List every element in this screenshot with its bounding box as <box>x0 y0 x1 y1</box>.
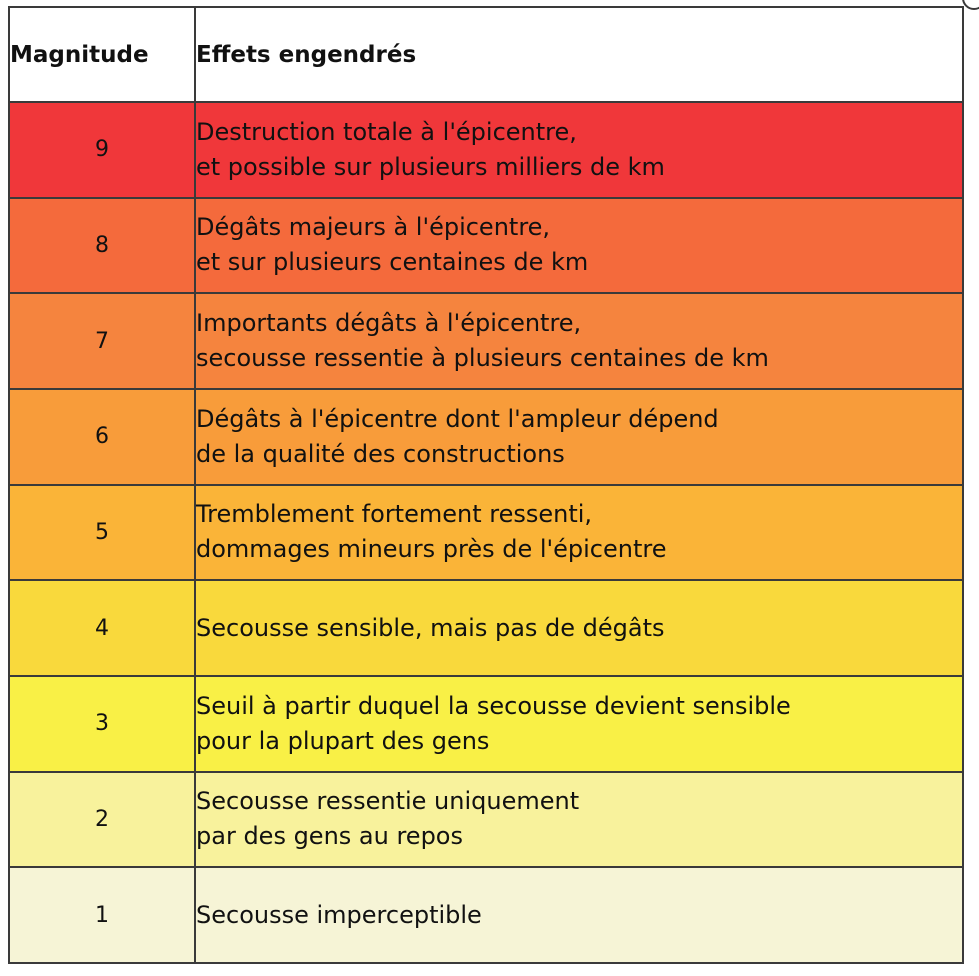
table-row <box>9 389 963 485</box>
effects-cell <box>195 867 963 963</box>
magnitude-cell: 4 <box>9 580 195 676</box>
effects-cell <box>195 772 963 868</box>
magnitude-cell: 5 <box>9 485 195 581</box>
effects-cell <box>195 676 963 772</box>
effects-line: Secousse sensible, mais pas de dégâts <box>196 613 665 642</box>
effects-line: dommages mineurs près de l'épicentre <box>196 535 667 564</box>
effects-line: par des gens au repos <box>196 822 463 851</box>
effects-cell <box>195 389 963 485</box>
magnitude-cell: 6 <box>9 389 195 485</box>
effects-line: Seuil à partir duquel la secousse devient sensible <box>196 691 791 720</box>
effects-cell <box>195 293 963 389</box>
effects-line: pour la plupart des gens <box>196 726 490 755</box>
table-row <box>9 867 963 963</box>
effects-line: Secousse ressentie uniquement <box>196 787 580 816</box>
table-row <box>9 676 963 772</box>
magnitude-cell: 9 <box>9 102 195 198</box>
effects-line: Secousse imperceptible <box>196 900 482 929</box>
effects-cell <box>195 485 963 581</box>
magnitude-cell: 1 <box>9 867 195 963</box>
header-row <box>9 7 963 102</box>
magnitude-cell: 3 <box>9 676 195 772</box>
magnitude-cell: 7 <box>9 293 195 389</box>
effects-line: Dégâts à l'épicentre dont l'ampleur dépend <box>196 404 719 433</box>
effects-line: Importants dégâts à l'épicentre, <box>196 309 582 338</box>
effects-cell <box>195 580 963 676</box>
circle-icon <box>962 0 979 10</box>
magnitude-cell: 8 <box>9 198 195 294</box>
table-body <box>9 102 963 963</box>
table-row <box>9 580 963 676</box>
column-header-effects: Effets engendrés <box>195 7 963 102</box>
magnitude-effects-table <box>8 6 964 964</box>
effects-line: et possible sur plusieurs milliers de km <box>196 152 665 181</box>
table-row <box>9 102 963 198</box>
effects-line: Dégâts majeurs à l'épicentre, <box>196 213 551 242</box>
effects-line: Tremblement fortement ressenti, <box>196 500 593 529</box>
table-row <box>9 198 963 294</box>
effects-line: Destruction totale à l'épicentre, <box>196 117 577 146</box>
column-header-magnitude: Magnitude <box>9 7 195 102</box>
effects-line: et sur plusieurs centaines de km <box>196 248 589 277</box>
table-row <box>9 293 963 389</box>
effects-line: de la qualité des constructions <box>196 439 565 468</box>
table-row <box>9 485 963 581</box>
effects-cell <box>195 198 963 294</box>
magnitude-cell: 2 <box>9 772 195 868</box>
table-row <box>9 772 963 868</box>
effects-cell <box>195 102 963 198</box>
effects-line: secousse ressentie à plusieurs centaines de km <box>196 344 769 373</box>
